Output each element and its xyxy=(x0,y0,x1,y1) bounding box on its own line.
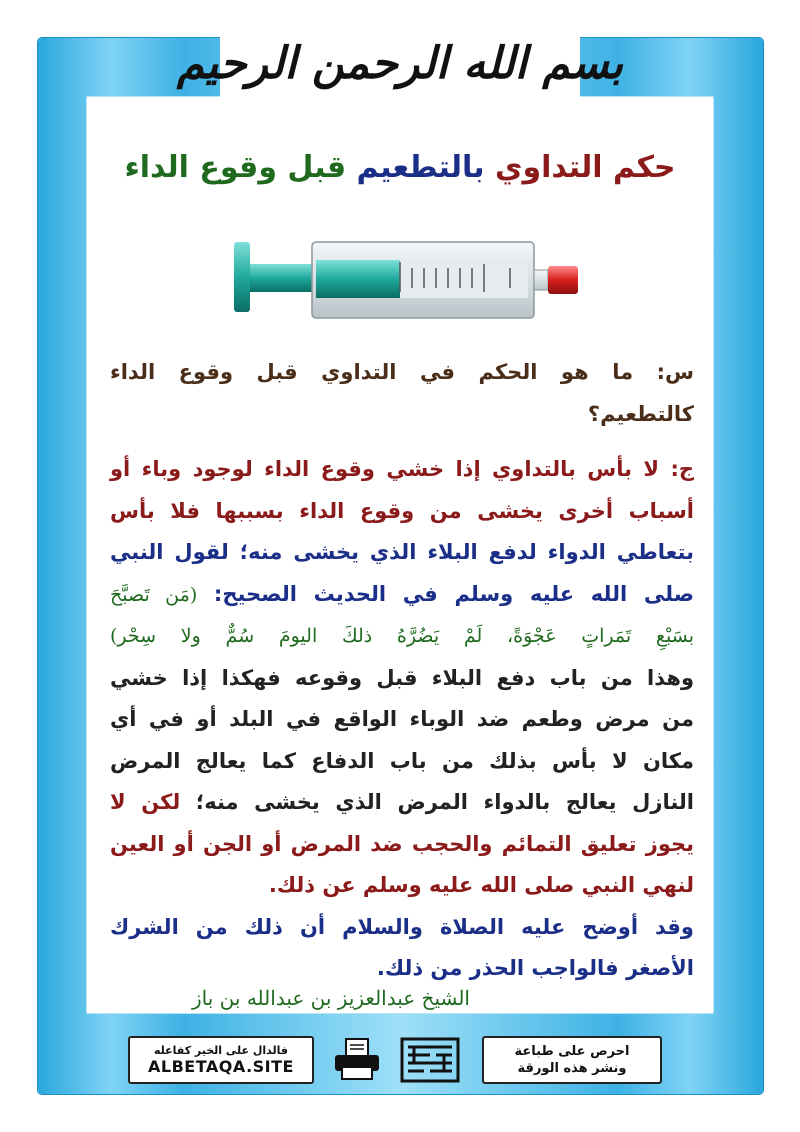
answer-line-4 xyxy=(110,574,694,617)
printer-icon xyxy=(330,1036,384,1082)
answer-line-10: يجوز تعليق التمائم والحجب ضد المرض أو الجن أو العين xyxy=(110,831,694,856)
footer-proverb: فالدال على الخير كفاعله xyxy=(153,1044,289,1057)
question-line-2: كالتطعيم؟ xyxy=(587,401,694,426)
syringe-icon xyxy=(232,238,582,324)
footer-print-box xyxy=(482,1036,662,1084)
footer-site-link[interactable]: ALBETAQA.SITE xyxy=(148,1057,294,1076)
page-title xyxy=(90,150,710,185)
answer-line-8: مكان لا بأس بذلك من باب الدفاع كما يعالج المرض xyxy=(110,748,694,773)
answer-line-12: وقد أوضح عليه الصلاة والسلام أن ذلك من الشرك xyxy=(110,914,694,939)
answer-line-1: ج: لا بأس بالتداوي إذا خشي وقوع الداء لوجود وباء أو xyxy=(110,457,694,481)
answer-line-4-text: صلى الله عليه وسلم في الحديث الصحيح: xyxy=(213,581,694,606)
footer-bar xyxy=(128,1036,672,1086)
basmala-text: بسم الله الرحمن الرحيم xyxy=(176,37,624,89)
answer-line-2: أسباب أخرى يخشى من وقوع الداء بسببها فلا بأس xyxy=(110,498,694,523)
answer-line-13: الأصغر فالواجب الحذر من ذلك. xyxy=(376,956,694,980)
answer-line-6: وهذا من باب دفع البلاء قبل وقوعه فهكذا إذا خشي xyxy=(110,665,694,690)
answer-line-11: لنهي النبي صلى الله عليه وسلم عن ذلك. xyxy=(268,873,694,897)
answer-line-9 xyxy=(110,782,694,824)
question-line-1: س: ما هو الحكم في التداوي قبل وقوع الداء xyxy=(110,360,694,384)
title-part-2: بالتطعيم xyxy=(356,150,485,185)
answer-line-7: من مرض وطعم ضد الوباء الواقع في البلد أو في أي xyxy=(110,707,694,731)
hadith-line: بسَبْعِ تَمَراتٍ عَجْوَةً، لَمْ يَضُرَّهُ ذلكَ اليومَ سُمٌّ ولا سِحْر) xyxy=(110,625,694,647)
answer-line-9a: النازل يعالج بالدواء المرض الذي يخشى منه؛ xyxy=(195,790,694,814)
title-part-3: قبل وقوع الداء xyxy=(124,150,347,185)
footer-print-line-1: احرص على طباعة xyxy=(514,1044,630,1059)
footer-print-line-2: ونشر هذه الورقة xyxy=(517,1061,627,1076)
title-part-1: حكم التداوي xyxy=(494,150,676,185)
basmala-calligraphy xyxy=(176,18,624,108)
brand-logo-icon xyxy=(398,1036,462,1084)
answer-line-9b: لكن لا xyxy=(110,790,181,814)
answer-line-3: بتعاطي الدواء لدفع البلاء الذي يخشى منه؛ لقول النبي xyxy=(110,540,694,564)
footer-site-box xyxy=(128,1036,314,1084)
hadith-start: (مَن تَصبَّحَ xyxy=(110,583,198,606)
article-body xyxy=(110,352,694,990)
author-signature: الشيخ عبدالعزيز بن عبدالله بن باز xyxy=(192,986,470,1010)
